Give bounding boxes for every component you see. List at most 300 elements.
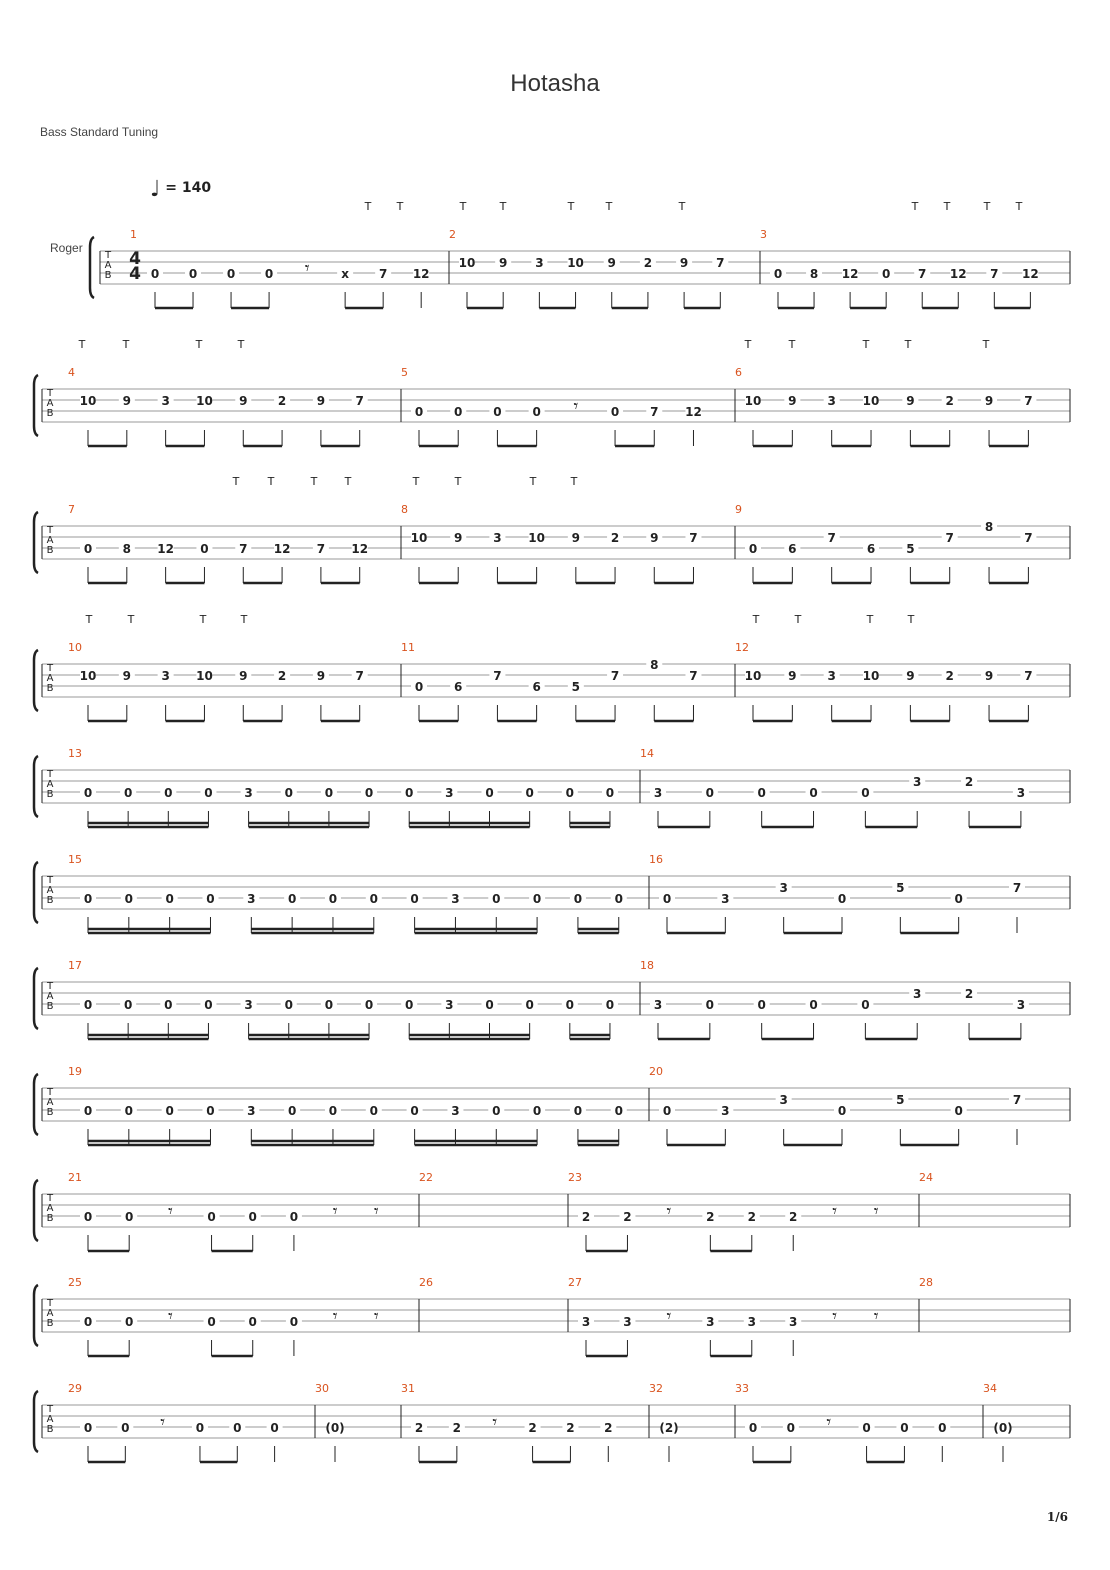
measure-number: 30	[315, 1382, 329, 1395]
fret-number: 9	[571, 531, 581, 545]
fret-number: 7	[378, 267, 388, 281]
eighth-rest: 𝄾	[373, 1306, 379, 1327]
fret-number: 0	[124, 892, 134, 906]
fret-number: 6	[454, 680, 463, 694]
tap-mark: T	[459, 200, 467, 213]
fret-number: 3	[913, 775, 922, 789]
fret-number: 0	[164, 998, 173, 1012]
fret-number: 0	[861, 786, 870, 800]
measure-number: 10	[68, 641, 82, 654]
fret-number: 2	[452, 1421, 462, 1435]
tap-mark: T	[744, 338, 752, 351]
fret-number: 9	[316, 669, 326, 683]
time-signature-top: 4	[129, 249, 141, 269]
eighth-rest: 𝄾	[373, 1201, 379, 1222]
fret-number: 0	[954, 1104, 963, 1118]
eighth-rest: 𝄾	[160, 1412, 166, 1433]
fret-number: 10	[458, 256, 476, 270]
fret-number: 7	[1012, 881, 1022, 895]
fret-number: 0	[405, 998, 414, 1012]
fret-number: 3	[653, 998, 663, 1012]
tab-clef-letter: A	[46, 398, 54, 409]
fret-number: 2	[277, 394, 287, 408]
eighth-rest: 𝄾	[873, 1306, 879, 1327]
fret-number: 0	[493, 405, 502, 419]
measure-number: 21	[68, 1171, 82, 1184]
fret-number: 10	[79, 394, 97, 408]
fret-number: 10	[410, 531, 428, 545]
fret-number: 0	[938, 1421, 947, 1435]
fret-number: 3	[581, 1315, 591, 1329]
fret-number: 2	[277, 669, 287, 683]
fret-number: 7	[316, 542, 326, 556]
fret-number: 0	[525, 786, 534, 800]
fret-number: 9	[984, 394, 994, 408]
fret-number: 0	[610, 405, 620, 419]
fret-number: 0	[150, 267, 160, 281]
time-signature-bottom: 4	[129, 264, 141, 284]
tap-mark: T	[195, 338, 203, 351]
fret-number: 12	[1022, 267, 1039, 281]
tap-mark: T	[794, 613, 802, 626]
fret-number: 0	[287, 1104, 297, 1118]
fret-number: 12	[412, 267, 430, 281]
fret-number: 0	[83, 1315, 93, 1329]
fret-number: x	[341, 267, 350, 281]
measure-number: 15	[68, 853, 82, 866]
fret-number: 9	[499, 256, 508, 270]
measure-number: 13	[68, 747, 82, 760]
eighth-rest: 𝄾	[167, 1201, 173, 1222]
tap-mark: T	[678, 200, 686, 213]
fret-number: 3	[445, 998, 454, 1012]
fret-number: 3	[161, 669, 170, 683]
fret-number: 7	[1012, 1093, 1022, 1107]
eighth-rest: 𝄾	[832, 1201, 838, 1222]
fret-number: 3	[653, 786, 663, 800]
measure-number: 12	[735, 641, 749, 654]
tab-clef-letter: T	[46, 981, 54, 992]
fret-number: 7	[610, 669, 620, 683]
eighth-rest: 𝄾	[332, 1201, 338, 1222]
fret-number: 0	[324, 998, 334, 1012]
fret-number: 0	[954, 892, 963, 906]
tab-clef-letter: B	[46, 408, 54, 419]
tap-mark: T	[866, 613, 874, 626]
fret-number: 7	[650, 405, 659, 419]
fret-number: 0	[207, 1210, 216, 1224]
measure-number: 33	[735, 1382, 749, 1395]
tab-clef-letter: T	[46, 663, 54, 674]
eighth-rest: 𝄾	[167, 1306, 173, 1327]
fret-number: 12	[273, 542, 291, 556]
tab-clef-letter: B	[46, 789, 54, 800]
fret-number: 0	[773, 267, 783, 281]
tap-mark: T	[983, 200, 991, 213]
fret-number: 0	[206, 892, 215, 906]
tab-clef-letter: A	[46, 1308, 54, 1319]
fret-number: 0	[862, 1421, 871, 1435]
song-title: Hotasha	[510, 70, 600, 97]
fret-number: 0	[662, 1104, 672, 1118]
tap-mark: T	[1015, 200, 1023, 213]
fret-number: 0	[809, 998, 818, 1012]
fret-number: 0	[289, 1210, 299, 1224]
measure-number: 11	[401, 641, 415, 654]
fret-number: 0	[83, 542, 93, 556]
fret-number: 0	[525, 998, 534, 1012]
fret-number: 3	[827, 394, 836, 408]
fret-number: 9	[454, 531, 463, 545]
tab-clef-letter: B	[46, 1318, 54, 1329]
tap-mark: T	[310, 475, 318, 488]
fret-number: 0	[324, 786, 334, 800]
fret-number: 9	[316, 394, 326, 408]
fret-number: 9	[788, 394, 797, 408]
measure-number: 4	[68, 366, 75, 379]
fret-number: 0	[207, 1315, 216, 1329]
fret-number: 10	[196, 394, 213, 408]
fret-number: 0	[83, 998, 93, 1012]
tab-clef-letter: B	[46, 1001, 54, 1012]
fret-number: 0	[123, 998, 133, 1012]
system-bracket	[34, 375, 38, 436]
fret-number: 0	[454, 405, 463, 419]
fret-number: (0)	[993, 1421, 1013, 1435]
system-bracket	[34, 650, 38, 711]
fret-number: 9	[679, 256, 689, 270]
system-bracket	[34, 512, 38, 573]
measure-number: 32	[649, 1382, 663, 1395]
fret-number: 6	[532, 680, 541, 694]
fret-number: 0	[233, 1421, 242, 1435]
system-bracket	[34, 1391, 38, 1452]
page-number: 1/6	[1046, 1510, 1068, 1524]
tap-mark: T	[412, 475, 420, 488]
fret-number: 0	[405, 786, 414, 800]
fret-number: 0	[83, 892, 93, 906]
quarter-note-icon: ♩	[150, 177, 161, 202]
system-bracket	[34, 1285, 38, 1346]
measure-number: 1	[130, 228, 137, 241]
fret-number: 0	[165, 892, 174, 906]
system-bracket	[34, 862, 38, 923]
eighth-rest: 𝄾	[873, 1201, 879, 1222]
fret-number: 0	[364, 998, 374, 1012]
fret-number: 3	[913, 987, 922, 1001]
tab-clef-letter: T	[46, 769, 54, 780]
tap-mark: T	[752, 613, 760, 626]
fret-number: 2	[604, 1421, 613, 1435]
fret-number: 3	[451, 1104, 460, 1118]
measure-number: 5	[401, 366, 408, 379]
fret-number: 0	[748, 542, 758, 556]
fret-number: 12	[157, 542, 174, 556]
tap-mark: T	[907, 613, 915, 626]
fret-number: 5	[571, 680, 581, 694]
fret-number: 0	[124, 1104, 134, 1118]
fret-number: 12	[351, 542, 369, 556]
fret-number: 12	[685, 405, 702, 419]
tab-clef-letter: T	[46, 388, 54, 399]
fret-number: 0	[83, 786, 93, 800]
fret-number: 2	[414, 1421, 424, 1435]
tap-mark: T	[127, 613, 135, 626]
fret-number: 9	[239, 669, 248, 683]
measure-number: 19	[68, 1065, 82, 1078]
fret-number: 6	[866, 542, 876, 556]
tab-clef-letter: B	[46, 683, 54, 694]
fret-number: 0	[264, 267, 274, 281]
fret-number: 0	[705, 998, 715, 1012]
fret-number: 0	[83, 1104, 93, 1118]
fret-number: 0	[900, 1421, 909, 1435]
fret-number: 9	[122, 669, 131, 683]
fret-number: 0	[125, 1315, 134, 1329]
tab-clef-letter: B	[46, 1424, 54, 1435]
fret-number: 0	[125, 1210, 134, 1224]
tap-mark: T	[199, 613, 207, 626]
fret-number: 0	[188, 267, 198, 281]
tab-clef-letter: T	[46, 1298, 54, 1309]
fret-number: 0	[284, 786, 293, 800]
tab-clef-letter: T	[104, 250, 112, 261]
tab-clef-letter: T	[46, 525, 54, 536]
fret-number: 7	[1024, 531, 1033, 545]
fret-number: 12	[949, 267, 967, 281]
measure-number: 20	[649, 1065, 663, 1078]
fret-number: 0	[284, 998, 293, 1012]
tab-clef-letter: A	[46, 885, 54, 896]
fret-number: 2	[964, 987, 974, 1001]
tab-clef-letter: T	[46, 1193, 54, 1204]
fret-number: 10	[196, 669, 213, 683]
fret-number: 2	[566, 1421, 575, 1435]
tap-mark: T	[911, 200, 919, 213]
tap-mark: T	[529, 475, 537, 488]
fret-number: 9	[607, 256, 616, 270]
fret-number: 8	[122, 542, 131, 556]
tap-mark: T	[122, 338, 130, 351]
measure-number: 17	[68, 959, 82, 972]
instrument-name: Roger	[50, 241, 83, 255]
tap-mark: T	[237, 338, 245, 351]
measure-number: 25	[68, 1276, 82, 1289]
fret-number: 7	[689, 531, 698, 545]
eighth-rest: 𝄾	[573, 396, 579, 417]
measure-number: 27	[568, 1276, 582, 1289]
fret-number: 8	[984, 520, 994, 534]
fret-number: 0	[532, 1104, 542, 1118]
tap-mark: T	[267, 475, 275, 488]
fret-number: 2	[643, 256, 653, 270]
fret-number: 10	[744, 394, 762, 408]
fret-number: 7	[239, 542, 248, 556]
fret-number: 3	[247, 892, 256, 906]
tab-clef-letter: A	[104, 260, 112, 271]
fret-number: 7	[918, 267, 927, 281]
measure-number: 9	[735, 503, 742, 516]
measure-number: 31	[401, 1382, 415, 1395]
tab-clef-letter: B	[46, 895, 54, 906]
fret-number: 2	[747, 1210, 756, 1224]
tab-clef-letter: B	[104, 270, 112, 281]
fret-number: 0	[757, 998, 766, 1012]
eighth-rest: 𝄾	[304, 258, 310, 279]
fret-number: 0	[328, 1104, 338, 1118]
tap-mark: T	[862, 338, 870, 351]
fret-number: 3	[451, 892, 460, 906]
fret-number: 3	[779, 881, 788, 895]
fret-number: 7	[493, 669, 502, 683]
tab-clef-letter: B	[46, 545, 54, 556]
fret-number: 0	[328, 892, 338, 906]
tab-clef-letter: A	[46, 779, 54, 790]
fret-number: 0	[204, 998, 213, 1012]
fret-number: 0	[195, 1421, 205, 1435]
fret-number: 0	[164, 786, 173, 800]
tab-clef-letter: A	[46, 991, 54, 1002]
fret-number: 0	[410, 1104, 419, 1118]
fret-number: 0	[121, 1421, 130, 1435]
fret-number: 7	[716, 256, 725, 270]
tab-clef-letter: T	[46, 1087, 54, 1098]
fret-number: 5	[906, 542, 915, 556]
fret-number: 0	[748, 1421, 758, 1435]
system-bracket	[34, 756, 38, 817]
fret-number: 0	[809, 786, 818, 800]
system-bracket	[90, 237, 94, 298]
fret-number: 7	[1024, 669, 1033, 683]
tap-mark: T	[454, 475, 462, 488]
tab-clef-letter: B	[46, 1107, 54, 1118]
fret-number: 0	[837, 892, 847, 906]
fret-number: 9	[122, 394, 131, 408]
system-bracket	[34, 968, 38, 1029]
fret-number: 8	[809, 267, 819, 281]
fret-number: 10	[862, 394, 880, 408]
fret-number: (2)	[659, 1421, 679, 1435]
fret-number: 0	[364, 786, 374, 800]
fret-number: 2	[528, 1421, 537, 1435]
fret-number: 3	[493, 531, 502, 545]
fret-number: 3	[247, 1104, 256, 1118]
fret-number: 10	[528, 531, 545, 545]
fret-number: 3	[721, 892, 730, 906]
fret-number: 2	[706, 1210, 715, 1224]
eighth-rest: 𝄾	[666, 1306, 672, 1327]
fret-number: 9	[906, 669, 915, 683]
measure-number: 3	[760, 228, 767, 241]
fret-number: 12	[841, 267, 859, 281]
eighth-rest: 𝄾	[666, 1201, 672, 1222]
tap-mark: T	[567, 200, 575, 213]
fret-number: 9	[239, 394, 248, 408]
fret-number: 0	[565, 786, 574, 800]
measure-number: 18	[640, 959, 654, 972]
system-bracket	[34, 1180, 38, 1241]
fret-number: 3	[827, 669, 836, 683]
fret-number: 3	[445, 786, 454, 800]
fret-number: 3	[623, 1315, 632, 1329]
fret-number: 7	[355, 394, 364, 408]
fret-number: 0	[270, 1421, 279, 1435]
tap-mark: T	[788, 338, 796, 351]
fret-number: 9	[650, 531, 659, 545]
fret-number: 9	[788, 669, 797, 683]
fret-number: 0	[705, 786, 715, 800]
fret-number: 0	[485, 786, 494, 800]
fret-number: 2	[964, 775, 974, 789]
tap-mark: T	[499, 200, 507, 213]
fret-number: 0	[248, 1315, 257, 1329]
measure-number: 23	[568, 1171, 582, 1184]
fret-number: 0	[485, 998, 494, 1012]
system-bracket	[34, 1074, 38, 1135]
fret-number: 9	[984, 669, 994, 683]
fret-number: 0	[573, 892, 583, 906]
tap-mark: T	[904, 338, 912, 351]
tab-clef-letter: T	[46, 875, 54, 886]
fret-number: (0)	[325, 1421, 345, 1435]
fret-number: 9	[906, 394, 915, 408]
tempo-label: = 140	[165, 180, 212, 196]
fret-number: 0	[123, 786, 133, 800]
tab-clef-letter: B	[46, 1213, 54, 1224]
fret-number: 10	[862, 669, 880, 683]
fret-number: 3	[161, 394, 170, 408]
fret-number: 0	[226, 267, 236, 281]
fret-number: 0	[289, 1315, 299, 1329]
fret-number: 0	[861, 998, 870, 1012]
fret-number: 7	[990, 267, 999, 281]
fret-number: 8	[650, 658, 659, 672]
measure-number: 14	[640, 747, 654, 760]
fret-number: 0	[573, 1104, 583, 1118]
fret-number: 0	[605, 998, 615, 1012]
tap-mark: T	[982, 338, 990, 351]
tap-mark: T	[364, 200, 372, 213]
fret-number: 3	[721, 1104, 730, 1118]
fret-number: 3	[706, 1315, 715, 1329]
fret-number: 0	[532, 892, 542, 906]
fret-number: 3	[1016, 786, 1026, 800]
tab-clef-letter: A	[46, 1203, 54, 1214]
tap-mark: T	[344, 475, 352, 488]
fret-number: 2	[581, 1210, 591, 1224]
measure-number: 22	[419, 1171, 433, 1184]
tap-mark: T	[396, 200, 404, 213]
fret-number: 0	[83, 1421, 93, 1435]
fret-number: 0	[410, 892, 419, 906]
fret-number: 0	[881, 267, 891, 281]
measure-number: 24	[919, 1171, 933, 1184]
fret-number: 0	[605, 786, 615, 800]
fret-number: 7	[827, 531, 836, 545]
fret-number: 0	[204, 786, 213, 800]
fret-number: 0	[757, 786, 766, 800]
tap-mark: T	[85, 613, 93, 626]
measure-number: 26	[419, 1276, 433, 1289]
fret-number: 0	[369, 1104, 378, 1118]
tap-mark: T	[78, 338, 86, 351]
tap-mark: T	[605, 200, 613, 213]
fret-number: 5	[896, 881, 905, 895]
eighth-rest: 𝄾	[492, 1412, 498, 1433]
fret-number: 0	[287, 892, 297, 906]
fret-number: 0	[414, 680, 424, 694]
fret-number: 7	[1024, 394, 1033, 408]
